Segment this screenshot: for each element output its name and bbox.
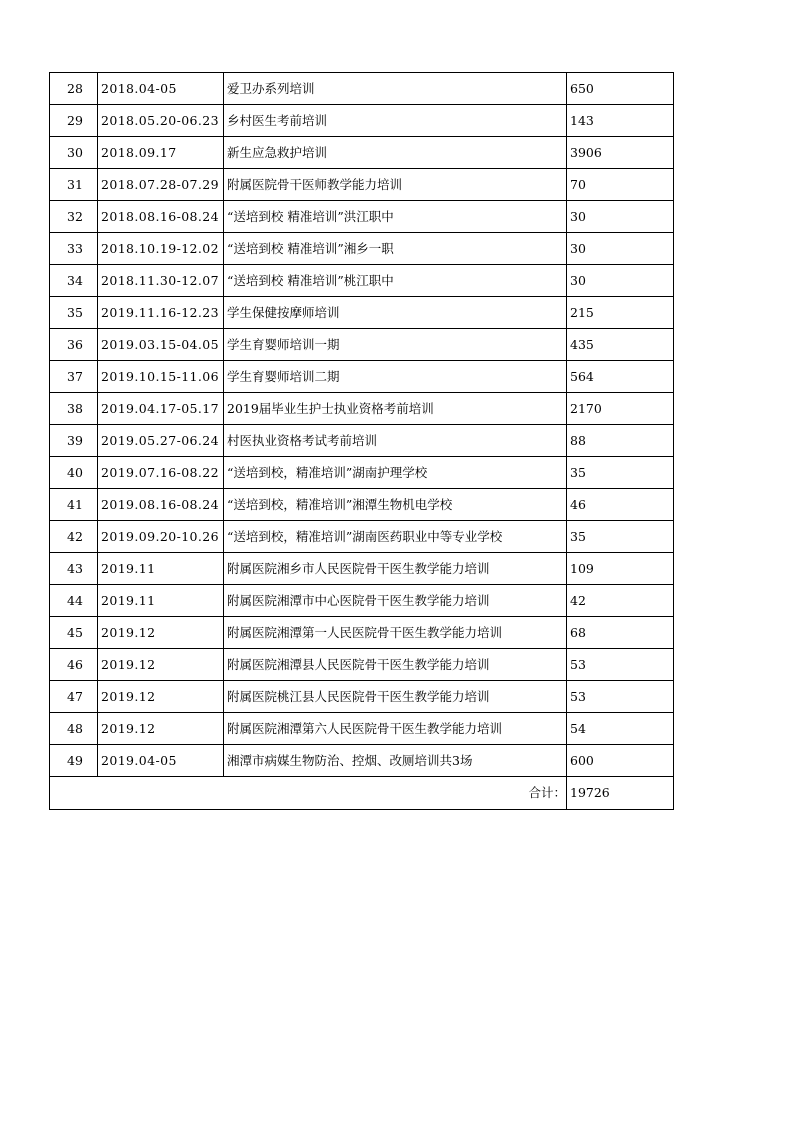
row-number-cell: 36 bbox=[50, 329, 98, 361]
row-training-name-cell: 新生应急救护培训 bbox=[224, 137, 567, 169]
row-date-cell: 2019.11 bbox=[98, 585, 224, 617]
row-date-cell: 2018.08.16-08.24 bbox=[98, 201, 224, 233]
row-number-cell: 29 bbox=[50, 105, 98, 137]
training-records-table bbox=[49, 72, 674, 810]
row-date-cell: 2018.07.28-07.29 bbox=[98, 169, 224, 201]
row-number-cell: 32 bbox=[50, 201, 98, 233]
table-row bbox=[50, 105, 674, 137]
row-number-cell: 38 bbox=[50, 393, 98, 425]
row-date-cell: 2019.11.16-12.23 bbox=[98, 297, 224, 329]
row-date-cell: 2019.12 bbox=[98, 617, 224, 649]
row-participant-count-cell: 30 bbox=[567, 201, 674, 233]
row-training-name-cell: 附属医院湘潭县人民医院骨干医生教学能力培训 bbox=[224, 649, 567, 681]
row-number-cell: 44 bbox=[50, 585, 98, 617]
row-participant-count-cell: 46 bbox=[567, 489, 674, 521]
row-participant-count-cell: 109 bbox=[567, 553, 674, 585]
table-body bbox=[50, 73, 674, 777]
row-training-name-cell: 学生育婴师培训二期 bbox=[224, 361, 567, 393]
table-row bbox=[50, 297, 674, 329]
row-participant-count-cell: 30 bbox=[567, 265, 674, 297]
row-participant-count-cell: 68 bbox=[567, 617, 674, 649]
row-training-name-cell: 乡村医生考前培训 bbox=[224, 105, 567, 137]
table-row bbox=[50, 329, 674, 361]
row-date-cell: 2019.08.16-08.24 bbox=[98, 489, 224, 521]
total-row bbox=[50, 777, 674, 810]
row-training-name-cell: 湘潭市病媒生物防治、控烟、改厕培训共3场 bbox=[224, 745, 567, 777]
row-training-name-cell: “送培到校 精准培训”洪江职中 bbox=[224, 201, 567, 233]
row-date-cell: 2018.05.20-06.23 bbox=[98, 105, 224, 137]
table-row bbox=[50, 585, 674, 617]
row-number-cell: 31 bbox=[50, 169, 98, 201]
row-number-cell: 39 bbox=[50, 425, 98, 457]
row-date-cell: 2019.10.15-11.06 bbox=[98, 361, 224, 393]
row-number-cell: 37 bbox=[50, 361, 98, 393]
row-training-name-cell: 附属医院湘潭第六人民医院骨干医生教学能力培训 bbox=[224, 713, 567, 745]
row-date-cell: 2019.11 bbox=[98, 553, 224, 585]
row-date-cell: 2019.04-05 bbox=[98, 745, 224, 777]
table-row bbox=[50, 201, 674, 233]
row-training-name-cell: “送培到校 精准培训”桃江职中 bbox=[224, 265, 567, 297]
table-row bbox=[50, 393, 674, 425]
row-training-name-cell: 村医执业资格考试考前培训 bbox=[224, 425, 567, 457]
row-number-cell: 35 bbox=[50, 297, 98, 329]
row-training-name-cell: “送培到校，精准培训”湖南护理学校 bbox=[224, 457, 567, 489]
row-date-cell: 2019.09.20-10.26 bbox=[98, 521, 224, 553]
row-participant-count-cell: 35 bbox=[567, 521, 674, 553]
row-training-name-cell: 学生保健按摩师培训 bbox=[224, 297, 567, 329]
row-date-cell: 2019.12 bbox=[98, 713, 224, 745]
row-date-cell: 2019.12 bbox=[98, 681, 224, 713]
row-date-cell: 2019.12 bbox=[98, 649, 224, 681]
row-participant-count-cell: 564 bbox=[567, 361, 674, 393]
row-training-name-cell: 附属医院湘乡市人民医院骨干医生教学能力培训 bbox=[224, 553, 567, 585]
row-date-cell: 2019.05.27-06.24 bbox=[98, 425, 224, 457]
table-row bbox=[50, 713, 674, 745]
row-number-cell: 28 bbox=[50, 73, 98, 105]
table-row bbox=[50, 233, 674, 265]
row-number-cell: 49 bbox=[50, 745, 98, 777]
row-date-cell: 2018.11.30-12.07 bbox=[98, 265, 224, 297]
table-row bbox=[50, 457, 674, 489]
table-row bbox=[50, 521, 674, 553]
table-row bbox=[50, 489, 674, 521]
row-participant-count-cell: 53 bbox=[567, 681, 674, 713]
row-training-name-cell: 2019届毕业生护士执业资格考前培训 bbox=[224, 393, 567, 425]
table-row bbox=[50, 617, 674, 649]
row-date-cell: 2019.07.16-08.22 bbox=[98, 457, 224, 489]
row-number-cell: 47 bbox=[50, 681, 98, 713]
row-training-name-cell: 附属医院骨干医师教学能力培训 bbox=[224, 169, 567, 201]
table-row bbox=[50, 361, 674, 393]
row-number-cell: 42 bbox=[50, 521, 98, 553]
row-participant-count-cell: 53 bbox=[567, 649, 674, 681]
row-training-name-cell: “送培到校 精准培训”湘乡一职 bbox=[224, 233, 567, 265]
row-number-cell: 41 bbox=[50, 489, 98, 521]
table-row bbox=[50, 649, 674, 681]
table-row bbox=[50, 265, 674, 297]
row-training-name-cell: “送培到校，精准培训”湖南医药职业中等专业学校 bbox=[224, 521, 567, 553]
row-training-name-cell: 附属医院湘潭第一人民医院骨干医生教学能力培训 bbox=[224, 617, 567, 649]
row-participant-count-cell: 88 bbox=[567, 425, 674, 457]
row-number-cell: 48 bbox=[50, 713, 98, 745]
row-participant-count-cell: 3906 bbox=[567, 137, 674, 169]
row-participant-count-cell: 2170 bbox=[567, 393, 674, 425]
table-row bbox=[50, 553, 674, 585]
total-value: 19726 bbox=[567, 777, 674, 810]
row-participant-count-cell: 600 bbox=[567, 745, 674, 777]
row-date-cell: 2018.04-05 bbox=[98, 73, 224, 105]
table-row bbox=[50, 425, 674, 457]
row-training-name-cell: 附属医院桃江县人民医院骨干医生教学能力培训 bbox=[224, 681, 567, 713]
row-participant-count-cell: 435 bbox=[567, 329, 674, 361]
row-number-cell: 46 bbox=[50, 649, 98, 681]
row-date-cell: 2018.09.17 bbox=[98, 137, 224, 169]
row-date-cell: 2019.04.17-05.17 bbox=[98, 393, 224, 425]
table-row bbox=[50, 745, 674, 777]
row-participant-count-cell: 70 bbox=[567, 169, 674, 201]
row-training-name-cell: 爱卫办系列培训 bbox=[224, 73, 567, 105]
row-number-cell: 33 bbox=[50, 233, 98, 265]
total-label: 合计： bbox=[50, 777, 567, 810]
row-participant-count-cell: 54 bbox=[567, 713, 674, 745]
row-participant-count-cell: 650 bbox=[567, 73, 674, 105]
table-row bbox=[50, 137, 674, 169]
row-number-cell: 40 bbox=[50, 457, 98, 489]
row-participant-count-cell: 143 bbox=[567, 105, 674, 137]
row-participant-count-cell: 215 bbox=[567, 297, 674, 329]
row-number-cell: 30 bbox=[50, 137, 98, 169]
row-participant-count-cell: 42 bbox=[567, 585, 674, 617]
row-participant-count-cell: 35 bbox=[567, 457, 674, 489]
table-row bbox=[50, 169, 674, 201]
row-participant-count-cell: 30 bbox=[567, 233, 674, 265]
row-number-cell: 45 bbox=[50, 617, 98, 649]
row-training-name-cell: 附属医院湘潭市中心医院骨干医生教学能力培训 bbox=[224, 585, 567, 617]
row-number-cell: 34 bbox=[50, 265, 98, 297]
table-row bbox=[50, 681, 674, 713]
table-row bbox=[50, 73, 674, 105]
row-date-cell: 2019.03.15-04.05 bbox=[98, 329, 224, 361]
row-date-cell: 2018.10.19-12.02 bbox=[98, 233, 224, 265]
row-training-name-cell: “送培到校，精准培训”湘潭生物机电学校 bbox=[224, 489, 567, 521]
row-training-name-cell: 学生育婴师培训一期 bbox=[224, 329, 567, 361]
row-number-cell: 43 bbox=[50, 553, 98, 585]
